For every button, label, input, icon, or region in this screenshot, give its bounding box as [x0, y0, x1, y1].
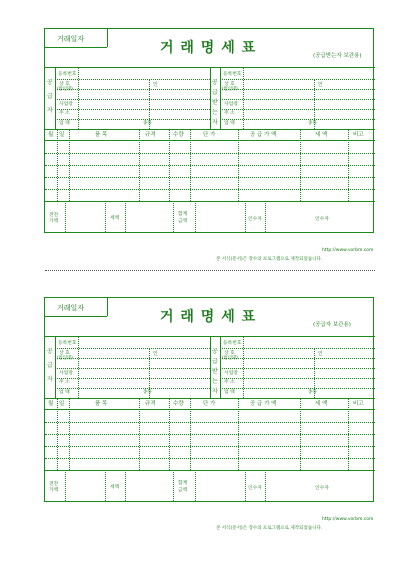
summary-receiver: 인수자 [248, 217, 262, 222]
biz-type-label: 업 태 [224, 121, 235, 126]
party-side-char: 공 [47, 79, 53, 86]
date-label: 거래일자 [57, 35, 85, 43]
summary-prev-2: 가액 [49, 219, 59, 224]
item-row-line [45, 458, 375, 459]
item-col-header: 규격 [145, 132, 156, 138]
summary-col-line [65, 470, 66, 501]
party-side-char: 받 [212, 368, 218, 375]
summary-col-line [173, 470, 174, 501]
corp-label: (법인명) [57, 87, 73, 92]
party-label-col [78, 336, 79, 398]
address-label: 주 소 [224, 111, 235, 116]
item-type-label: 종목 [308, 121, 317, 126]
footer-copyright: 본 서식(문서)은 장수의 프로그램으로 제작되었습니다. [216, 257, 323, 262]
party-seal-col [149, 348, 150, 398]
summary-total-2: 금액 [178, 219, 188, 224]
item-row-line [45, 165, 375, 166]
address-label: 주 소 [59, 380, 70, 385]
party-side-char: 자 [212, 388, 218, 395]
worksite-label: 사업장 [59, 102, 73, 107]
party-side-char: 급 [47, 362, 53, 369]
address-label: 주 소 [224, 380, 235, 385]
item-col-header: 일 [59, 132, 65, 138]
reg-no-label: 등록번호 [223, 341, 242, 346]
summary-col-line [245, 201, 246, 232]
biz-type-label: 업 태 [224, 390, 235, 395]
company-label: 상 호 [59, 82, 70, 87]
item-col-header: 수량 [173, 401, 184, 407]
seal-label: 인 [318, 351, 323, 357]
party-seal-col [314, 348, 315, 398]
party-seal-col [314, 79, 315, 129]
summary-receiver: 인수자 [248, 486, 262, 491]
cut-line [45, 270, 375, 271]
summary-prev: 전잔 [49, 213, 59, 218]
item-col-header: 단 가 [203, 132, 216, 138]
date-bottom-line [45, 316, 107, 317]
party-side-char: 공 [212, 79, 218, 86]
seal-label: 인 [318, 82, 323, 88]
item-col-header: 일 [59, 401, 65, 407]
reg-no-label: 등록번호 [58, 72, 77, 77]
worksite-label: 사업장 [59, 371, 73, 376]
statement-form [44, 28, 374, 233]
party-side-char: 받 [212, 99, 218, 106]
item-row-line [45, 153, 375, 154]
reg-no-label: 등록번호 [223, 72, 242, 77]
summary-col-line [265, 470, 266, 501]
corp-label: (법인명) [222, 356, 238, 361]
summary-col-line [125, 470, 126, 501]
item-row-line [45, 446, 375, 447]
form-title: 거 래 명 세 표 [160, 40, 257, 56]
summary-col-line [245, 470, 246, 501]
summary-col-line [105, 470, 106, 501]
form-title: 거 래 명 세 표 [160, 309, 257, 325]
summary-col-line [195, 201, 196, 232]
item-header-bottom [45, 409, 375, 410]
item-col-header: 비고 [353, 132, 364, 138]
item-type-label: 종목 [143, 121, 152, 126]
item-col-header: 월 [48, 401, 54, 407]
summary-col-line [195, 470, 196, 501]
party-side-char: 는 [212, 378, 218, 385]
item-type-label: 종목 [143, 390, 152, 395]
item-col-header: 공 급 가 액 [250, 132, 277, 138]
item-row-line [45, 434, 375, 435]
item-col-header: 세 액 [315, 401, 328, 407]
party-label-col [243, 67, 244, 129]
party-side-char: 자 [47, 376, 53, 383]
item-col-header: 수량 [173, 132, 184, 138]
party-center-line [210, 336, 211, 398]
item-row-line [45, 422, 375, 423]
summary-col-line [125, 201, 126, 232]
company-label: 상 호 [59, 351, 70, 356]
address-label: 주 소 [59, 111, 70, 116]
worksite-label: 사업장 [224, 371, 238, 376]
header-divider [107, 298, 108, 316]
summary-tax: 세액 [110, 216, 120, 221]
summary-total-1: 합계 [178, 212, 188, 217]
date-bottom-line [45, 47, 107, 48]
party-label-col [243, 336, 244, 398]
company-label: 상 호 [224, 351, 235, 356]
item-col-header: 단 가 [203, 401, 216, 407]
item-col-header: 세 액 [315, 132, 328, 138]
party-side-char: 급 [212, 358, 218, 365]
seal-label: 인 [153, 351, 158, 357]
item-table-bottom [45, 201, 375, 202]
copy-note: (공급받는자 보관용) [313, 53, 362, 59]
party-side-char: 는 [212, 109, 218, 116]
biz-type-label: 업 태 [59, 390, 70, 395]
summary-col-line [173, 201, 174, 232]
summary-col-line [65, 201, 66, 232]
party-side-char: 자 [212, 119, 218, 126]
party-side-char: 자 [47, 107, 53, 114]
party-seal-col [149, 79, 150, 129]
reg-no-label: 등록번호 [58, 341, 77, 346]
statement-form [44, 297, 374, 502]
summary-acceptor: 인수자 [315, 217, 329, 222]
item-col-header: 공 급 가 액 [250, 401, 277, 407]
party-label-col [78, 67, 79, 129]
footer-url: http://www.vorbm.com [322, 248, 374, 253]
company-label: 상 호 [224, 82, 235, 87]
copy-note: (공급자 보관용) [313, 322, 351, 328]
date-label: 거래일자 [57, 304, 85, 312]
party-side-char: 공 [212, 348, 218, 355]
item-header-bottom [45, 140, 375, 141]
item-table-bottom [45, 470, 375, 471]
item-col-header: 품 목 [95, 132, 108, 138]
item-col-header: 월 [48, 132, 54, 138]
summary-tax: 세액 [110, 485, 120, 490]
summary-col-line [105, 201, 106, 232]
item-type-label: 종목 [308, 390, 317, 395]
footer-copyright: 본 서식(문서)은 장수의 프로그램으로 제작되었습니다. [216, 526, 323, 531]
item-col-header: 규격 [145, 401, 156, 407]
biz-type-label: 업 태 [59, 121, 70, 126]
summary-col-line [265, 201, 266, 232]
item-col-header: 비고 [353, 401, 364, 407]
footer-url: http://www.vorbm.com [322, 517, 374, 522]
header-divider [107, 29, 108, 47]
item-row-line [45, 177, 375, 178]
summary-acceptor: 인수자 [315, 486, 329, 491]
worksite-label: 사업장 [224, 102, 238, 107]
corp-label: (법인명) [222, 87, 238, 92]
summary-total-2: 금액 [178, 488, 188, 493]
party-center-line [210, 67, 211, 129]
summary-prev-2: 가액 [49, 488, 59, 493]
party-side-char: 급 [47, 93, 53, 100]
item-col-header: 품 목 [95, 401, 108, 407]
party-side-char: 급 [212, 89, 218, 96]
corp-label: (법인명) [57, 356, 73, 361]
summary-total-1: 합계 [178, 481, 188, 486]
seal-label: 인 [153, 82, 158, 88]
summary-prev: 전잔 [49, 482, 59, 487]
party-side-char: 공 [47, 348, 53, 355]
item-row-line [45, 189, 375, 190]
